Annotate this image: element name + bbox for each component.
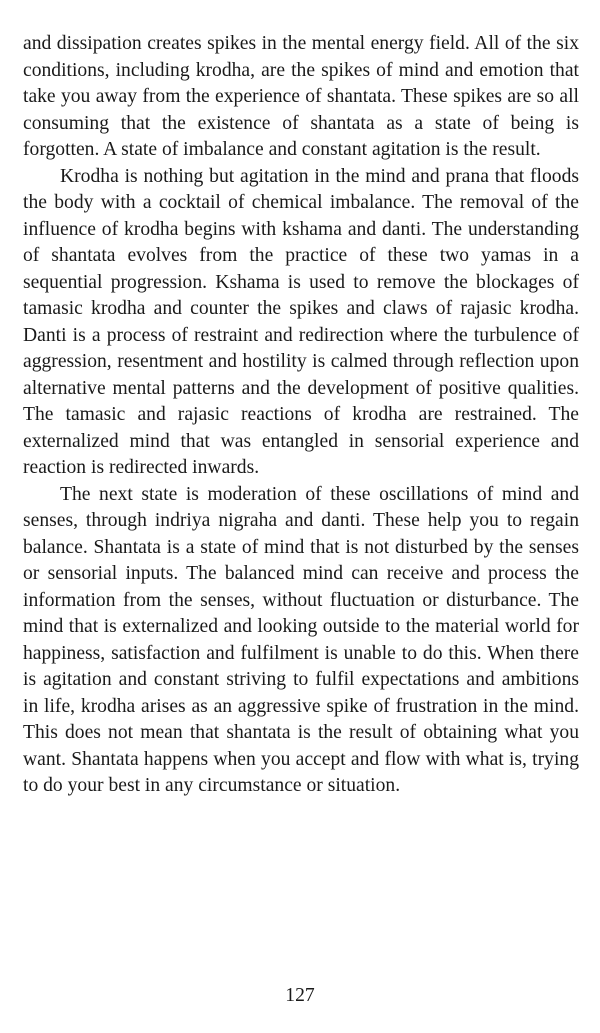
page-number: 127 [285,985,315,1006]
paragraph-next-state: The next state is moderation of these oscillations of mind and senses, through indriya nigraha and danti. These help you to regain balance. Shantata is a state of mind that is not disturbed by the senses or sensorial inputs. The balanced mind can receive and process the information from the senses, without fluctuation or disturbance. The mind that is externalized and looking outside to the material world for happiness, satisfaction and fulfilment is unable to do this. When there is agitation and constant striving to fulfil expectations and ambitions in life, krodha arises as an aggressive spike of frustration in the mind. This does not mean that shantata is the result of obtaining what you want. Shantata happens when you accept and flow with what is, trying to do your best in any circumstance or situation. [23,483,579,796]
body-text [23,31,579,800]
paragraph-krodha: Krodha is nothing but agitation in the mind and prana that floods the body with a cocktail of chemical imbalance. The removal of the influence of krodha begins with kshama and danti. The understanding of shantata evolves from the practice of these two yamas in a sequential progression. Kshama is used to remove the blockages of tamasic krodha and counter the spikes and claws of rajasic krodha. Danti is a process of restraint and redirection where the turbulence of aggression, resentment and hostility is calmed through reflection upon alternative mental patterns and the development of positive qualities. The tamasic and rajasic reactions of krodha are restrained. The externalized mind that was entangled in sensorial experience and reaction is redirected inwards. [23,165,579,478]
paragraph-continuation: and dissipation creates spikes in the mental energy field. All of the six conditions, including krodha, are the spikes of mind and emotion that take you away from the experience of shantata. These spikes are so all consuming that the existence of shantata as a state of being is forgotten. A state of imbalance and constant agitation is the result. [23,33,579,160]
